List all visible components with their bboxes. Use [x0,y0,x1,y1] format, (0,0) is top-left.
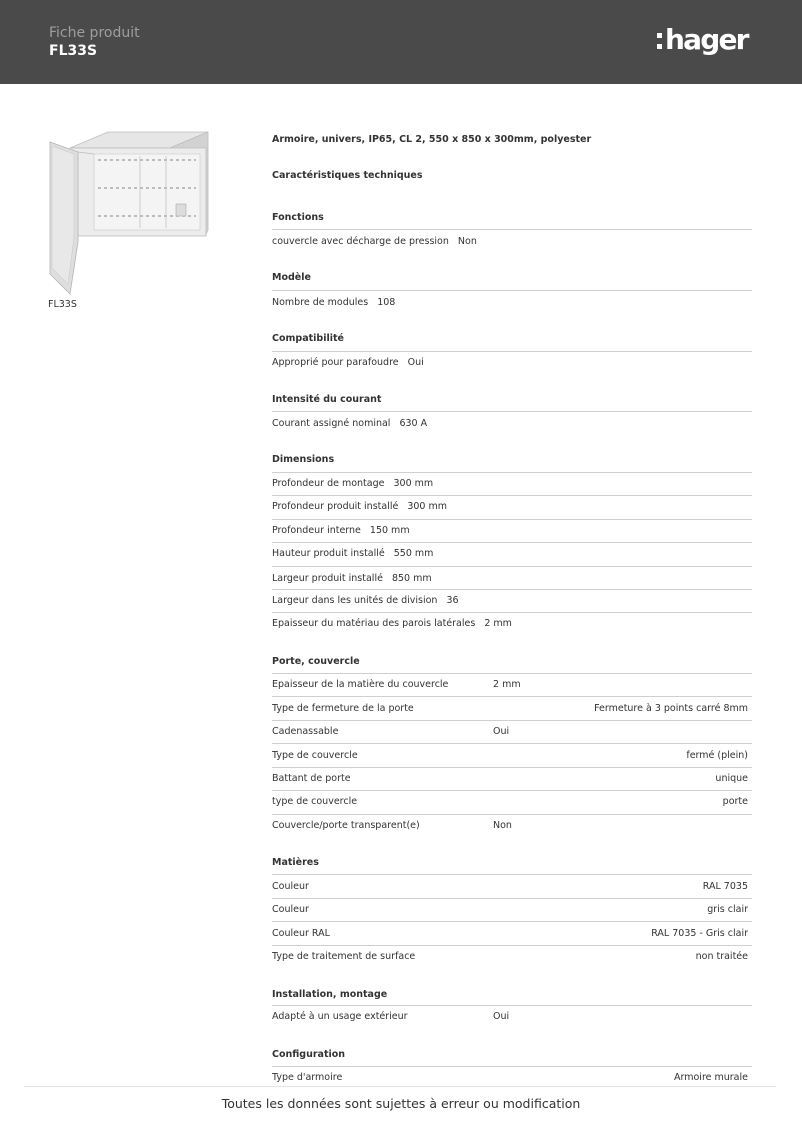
footer-divider [24,1086,776,1087]
spec-row [272,548,752,562]
spec-value: 300 mm [393,478,434,489]
spec-label: Largeur dans les unités de division 36 [272,595,459,606]
divider [272,743,752,744]
spec-row [272,796,752,810]
spec-value: Non [457,236,477,247]
spec-row [272,820,752,834]
section-title-porte: Porte, couvercle [272,656,360,667]
spec-row [272,773,752,787]
spec-row [272,501,752,515]
spec-label: Approprié pour parafoudre Oui [272,357,424,368]
spec-label: Epaisseur du matériau des parois latérales 2 mm [272,618,512,629]
divider [272,229,752,230]
spec-value: Oui [493,726,510,737]
spec-row [272,1011,752,1025]
spec-label: Battant de porte [272,773,351,784]
spec-label: Couleur [272,881,309,892]
spec-value: 850 mm [391,573,432,584]
spec-label: Epaisseur de la matière du couvercle [272,679,449,690]
spec-value: Oui [493,1011,510,1022]
spec-row [272,703,752,717]
section-title-compatibilite: Compatibilité [272,333,344,344]
spec-row [272,478,752,492]
spec-value: gris clair [707,904,748,915]
spec-row [272,1072,752,1086]
section-title-dimensions: Dimensions [272,454,335,465]
spec-row [272,573,752,587]
spec-value: 550 mm [393,548,434,559]
spec-label: Type d'armoire [272,1072,343,1083]
spec-label: Hauteur produit installé 550 mm [272,548,434,559]
spec-value: porte [722,796,748,807]
spec-row [272,881,752,895]
tech-specs-heading: Caractéristiques techniques [272,170,423,181]
spec-label: Adapté à un usage extérieur [272,1011,408,1022]
spec-label: Cadenassable [272,726,339,737]
spec-row [272,904,752,918]
product-title: Armoire, univers, IP65, CL 2, 550 x 850 x 300mm, polyester [272,134,592,145]
spec-value: 36 [446,595,459,606]
divider [272,411,752,412]
product-image-caption: FL33S [48,299,77,310]
section-title-matieres: Matières [272,857,319,868]
spec-label: Type de traitement de surface [272,951,416,962]
spec-row [272,618,752,632]
spec-value: Oui [407,357,424,368]
spec-row [272,679,752,693]
spec-value: 150 mm [369,525,410,536]
spec-value: Fermeture à 3 points carré 8mm [594,703,748,714]
footer-disclaimer: Toutes les données sont sujettes à erreur ou modification [221,1096,581,1111]
spec-label: Profondeur produit installé 300 mm [272,501,447,512]
spec-row [272,418,752,432]
page-header [0,0,802,84]
divider [272,696,752,697]
divider [272,542,752,543]
spec-row [272,236,752,250]
spec-row [272,726,752,740]
section-title-intensite: Intensité du courant [272,394,382,405]
logo-wordmark: hager [665,23,748,56]
divider [272,673,752,674]
spec-value: 630 A [399,418,428,429]
divider [272,874,752,875]
divider [272,495,752,496]
spec-label: Couleur [272,904,309,915]
product-reference: FL33S [49,43,98,59]
spec-value: 2 mm [493,679,521,690]
spec-label: Profondeur interne 150 mm [272,525,410,536]
divider [272,921,752,922]
doc-type-label: Fiche produit [49,25,140,41]
spec-label: Nombre de modules 108 [272,297,396,308]
divider [272,767,752,768]
divider [272,720,752,721]
spec-value: 2 mm [484,618,512,629]
spec-row [272,357,752,371]
spec-label: Couvercle/porte transparent(e) [272,820,420,831]
spec-value: RAL 7035 [702,881,748,892]
divider [272,519,752,520]
logo-colon-icon [657,33,663,49]
divider [272,472,752,473]
divider [272,945,752,946]
spec-label: type de couvercle [272,796,358,807]
divider [272,898,752,899]
spec-value: unique [715,773,748,784]
spec-row [272,525,752,539]
spec-label: Profondeur de montage 300 mm [272,478,434,489]
divider [272,290,752,291]
spec-label: Type de fermeture de la porte [272,703,414,714]
spec-row [272,750,752,764]
spec-value: fermé (plein) [686,750,748,761]
spec-value: 300 mm [407,501,447,512]
section-title-fonctions: Fonctions [272,212,324,223]
divider [272,1005,752,1006]
divider [272,351,752,352]
divider [272,790,752,791]
divider [272,1066,752,1067]
section-title-installation: Installation, montage [272,989,388,1000]
spec-value: 108 [377,297,396,308]
spec-label: Couleur RAL [272,928,330,939]
spec-value: non traitée [695,951,748,962]
spec-row [272,595,752,609]
spec-row [272,297,752,311]
product-image [48,130,210,295]
divider [272,566,752,567]
divider [272,612,752,613]
section-title-modele: Modèle [272,272,311,283]
spec-row [272,928,752,942]
spec-label: Courant assigné nominal 630 A [272,418,428,429]
divider [272,589,752,590]
spec-value: Armoire murale [674,1072,748,1083]
spec-value: Non [493,820,512,831]
divider [272,814,752,815]
spec-label: Type de couvercle [272,750,358,761]
hager-logo [657,24,757,60]
spec-value: RAL 7035 - Gris clair [651,928,748,939]
section-title-configuration: Configuration [272,1049,346,1060]
spec-row [272,951,752,965]
spec-label: couvercle avec décharge de pression Non [272,236,477,247]
spec-label: Largeur produit installé 850 mm [272,573,432,584]
